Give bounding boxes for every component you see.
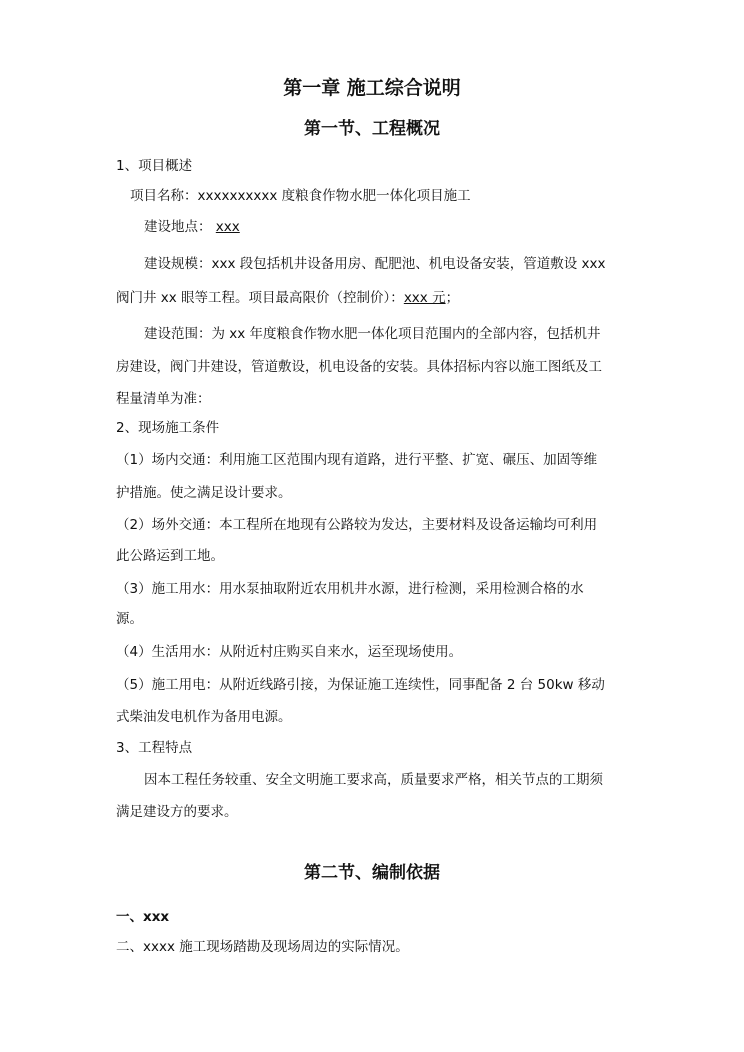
- features-line-1: 因本工程任务较重、安全文明施工要求高，质量要求严格，相关节点的工期须: [144, 772, 603, 788]
- item2-heading: 2、现场施工条件: [116, 420, 220, 436]
- scale-line-2: [116, 288, 676, 308]
- scale-line-2-text: 阀门井 xx 眼等工程。项目最高限价（控制价）：: [116, 290, 404, 306]
- section1-title: 第一节、工程概况: [304, 119, 440, 139]
- features-line-2: 满足建设方的要求。: [116, 804, 238, 820]
- item1-heading: 1、项目概述: [116, 158, 193, 174]
- condition-1-line-1: （1）场内交通：利用施工区范围内现有道路，进行平整、扩宽、碾压、加固等维: [116, 452, 598, 468]
- condition-3-line-2: 源。: [116, 611, 143, 627]
- basis-item-2: 二、xxxx 施工现场踏勘及现场周边的实际情况。: [116, 939, 409, 955]
- condition-1-line-2: 护措施。使之满足设计要求。: [116, 485, 292, 501]
- condition-5-line-2: 式柴油发电机作为备用电源。: [116, 709, 292, 725]
- condition-2-line-1: （2）场外交通：本工程所在地现有公路较为发达，主要材料及设备运输均可利用: [116, 517, 598, 533]
- scope-line-2: 房建设，阀门井建设，管道敷设，机电设备的安装。具体招标内容以施工图纸及工: [116, 359, 602, 375]
- item3-heading: 3、工程特点: [116, 740, 193, 756]
- section2-title: 第二节、编制依据: [304, 863, 440, 883]
- location-value: xxx: [215, 219, 240, 235]
- scope-line-1: 建设范围：为 xx 年度粮食作物水肥一体化项目范围内的全部内容，包括机井: [144, 326, 601, 342]
- max-price-value: xxx 元: [403, 290, 446, 306]
- scope-line-3: 程量清单为准：: [116, 391, 211, 407]
- location-line: [144, 217, 704, 237]
- scale-line-1: 建设规模：xxx 段包括机井设备用房、配肥池、机电设备安装，管道敷设 xxx: [144, 256, 606, 272]
- condition-5-line-1: （5）施工用电：从附近线路引接，为保证施工连续性，同事配备 2 台 50kw 移动: [116, 677, 605, 693]
- basis-item-1: 一、xxx: [116, 909, 170, 925]
- location-label: 建设地点：: [144, 219, 212, 235]
- scale-line-2-end: ；: [445, 290, 460, 306]
- condition-4-line-1: （4）生活用水：从附近村庄购买自来水，运至现场使用。: [116, 644, 463, 660]
- chapter-title: 第一章 施工综合说明: [283, 77, 461, 99]
- project-name-line: 项目名称：xxxxxxxxxx 度粮食作物水肥一体化项目施工: [130, 188, 471, 204]
- condition-3-line-1: （3）施工用水：用水泵抽取附近农用机井水源，进行检测，采用检测合格的水: [116, 581, 584, 597]
- condition-2-line-2: 此公路运到工地。: [116, 548, 224, 564]
